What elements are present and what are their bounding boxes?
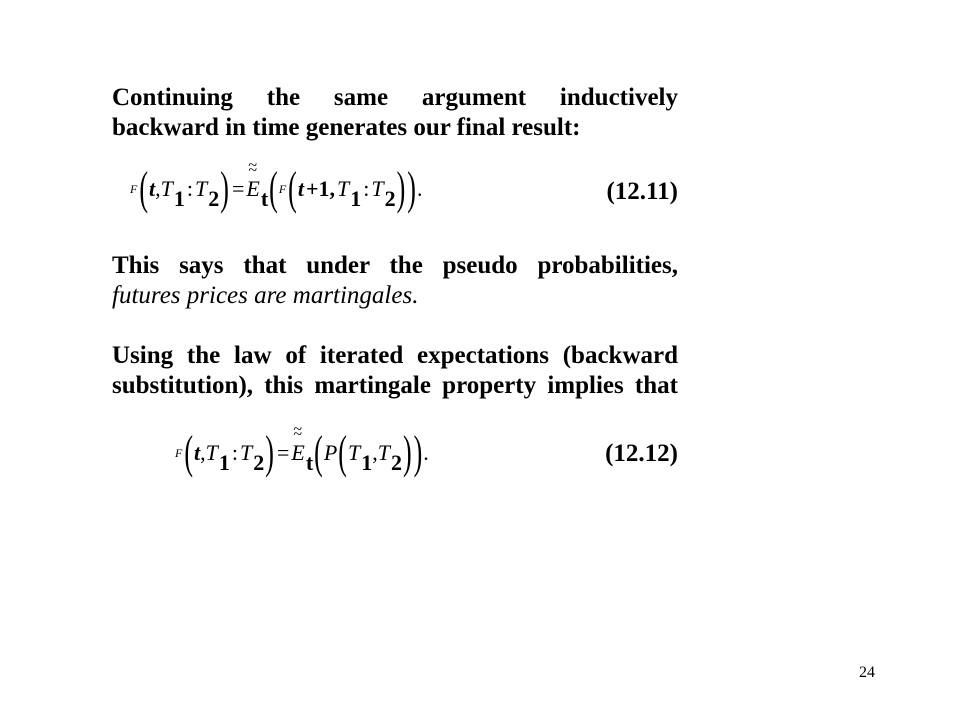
eq-symbol: = bbox=[231, 176, 245, 201]
eq-paren: ) bbox=[265, 426, 274, 479]
equation-number: (12.11) bbox=[606, 178, 678, 205]
eq-expectation-symbol: ~ E ~ bbox=[291, 440, 304, 466]
eq-subscript: 1 bbox=[361, 450, 373, 475]
eq-symbol: T bbox=[160, 176, 173, 201]
page-number: 24 bbox=[859, 664, 875, 681]
eq-subscript: 1 bbox=[173, 186, 185, 211]
eq-subscript: 2 bbox=[253, 450, 265, 475]
paragraph-continuing bbox=[112, 83, 678, 143]
eq-paren: ( bbox=[288, 162, 297, 215]
eq-paren: ) bbox=[396, 162, 406, 215]
paragraph-iterated-expectations bbox=[112, 341, 678, 401]
eq-subscript: 2 bbox=[208, 186, 220, 211]
paragraph-line: backward in time generates our final result: bbox=[112, 114, 581, 141]
eq-symbol: T bbox=[205, 440, 218, 465]
eq-symbol: : bbox=[231, 440, 239, 465]
paragraph-line-italic: futures prices are martingales. bbox=[112, 282, 419, 309]
eq-symbol: T bbox=[240, 440, 253, 465]
eq-subscript: t bbox=[260, 186, 269, 211]
equation-12-12 bbox=[175, 428, 429, 478]
paragraph-line: substitution), this martingale property implies that bbox=[112, 372, 678, 399]
eq-subscript: 1 bbox=[350, 186, 362, 211]
eq-paren: ( bbox=[314, 426, 323, 479]
eq-paren: ( bbox=[184, 426, 194, 479]
equation-number: (12.12) bbox=[605, 440, 678, 467]
equation-12-11 bbox=[130, 164, 422, 214]
eq-symbol: t bbox=[149, 176, 156, 201]
eq-symbol: = bbox=[276, 440, 290, 465]
paragraph-pseudo-probabilities bbox=[112, 251, 678, 311]
paragraph-line: This says that under the pseudo probabilities, bbox=[112, 252, 678, 279]
eq-paren: ) bbox=[413, 426, 423, 479]
eq-subscript: 2 bbox=[384, 186, 396, 211]
eq-symbol: t bbox=[194, 440, 201, 465]
paragraph-line: Continuing the same argument inductively bbox=[112, 84, 678, 111]
eq-symbol: , bbox=[155, 176, 161, 201]
eq-symbol: F bbox=[175, 445, 183, 460]
eq-symbol: T bbox=[371, 176, 384, 201]
eq-paren: ) bbox=[402, 426, 412, 479]
eq-paren: ) bbox=[407, 162, 416, 215]
eq-expectation-symbol: ~ E ~ bbox=[246, 176, 259, 202]
eq-subscript: 1 bbox=[218, 450, 230, 475]
eq-symbol: T bbox=[195, 176, 208, 201]
eq-symbol: P bbox=[323, 440, 338, 465]
eq-symbol: : bbox=[186, 176, 194, 201]
eq-subscript: 2 bbox=[390, 450, 402, 475]
eq-symbol: . bbox=[423, 440, 429, 465]
eq-symbol: , bbox=[372, 440, 378, 465]
eq-paren: ( bbox=[338, 426, 347, 479]
eq-symbol: F bbox=[130, 181, 138, 196]
eq-paren: ( bbox=[269, 162, 278, 215]
paragraph-line: Using the law of iterated expectations (backward bbox=[112, 342, 678, 369]
eq-symbol: +1, bbox=[305, 176, 335, 201]
eq-symbol: T bbox=[377, 440, 390, 465]
eq-symbol: . bbox=[416, 176, 423, 201]
eq-symbol: t bbox=[297, 176, 304, 201]
eq-subscript: t bbox=[305, 450, 314, 475]
eq-paren: ) bbox=[220, 162, 229, 215]
eq-symbol: T bbox=[337, 176, 350, 201]
eq-symbol: F bbox=[278, 181, 287, 196]
eq-symbol: T bbox=[347, 440, 361, 465]
eq-symbol: , bbox=[200, 440, 206, 465]
eq-paren: ( bbox=[139, 162, 149, 215]
eq-symbol: : bbox=[363, 176, 370, 201]
